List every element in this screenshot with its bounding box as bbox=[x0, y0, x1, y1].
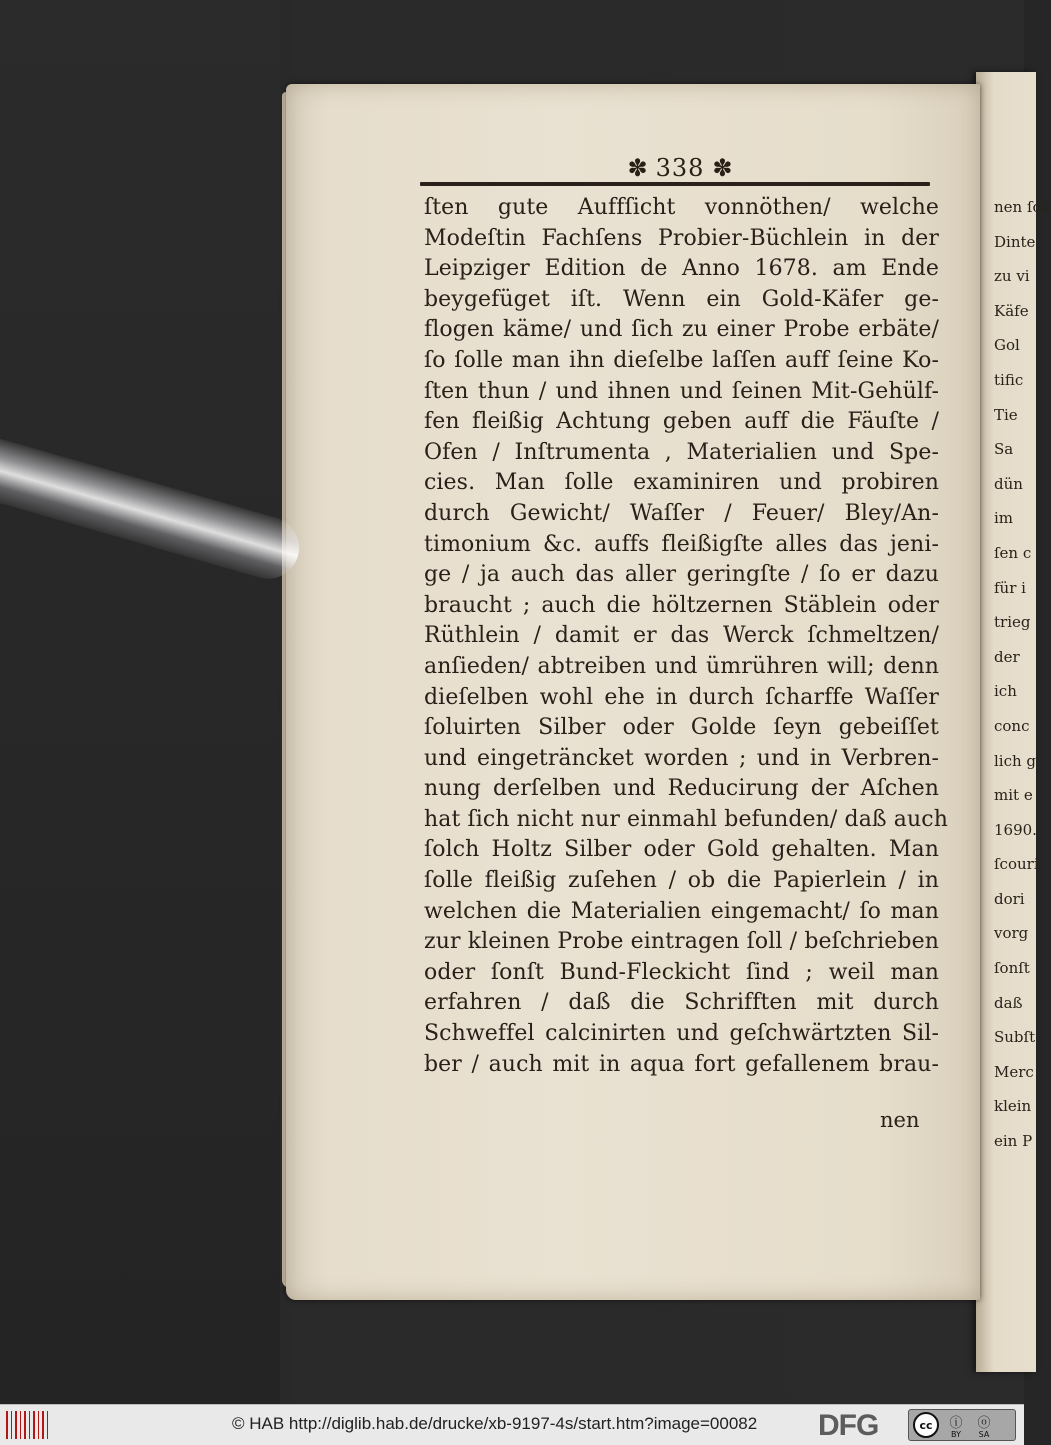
facing-text-fragment: klein bbox=[994, 1097, 1032, 1116]
facing-text-fragment: nen ſch bbox=[994, 198, 1051, 216]
text-line: anſieden/ abtreiben und ümrühren will; denn bbox=[424, 653, 939, 679]
facing-text-fragment: 1690. bbox=[994, 820, 1037, 839]
text-line: welchen die Materialien eingemacht/ ſo man bbox=[424, 898, 939, 924]
text-line: fen fleißig Achtung geben auff die Fäuſte / bbox=[424, 409, 939, 435]
facing-text-fragment: ſcouri bbox=[994, 855, 1039, 874]
facing-text-fragment: dori bbox=[994, 889, 1025, 908]
text-line: durch Gewicht/ Waſſer / Feuer/ Bley/An- bbox=[424, 500, 939, 526]
sa-icon bbox=[973, 1412, 995, 1439]
text-line: braucht ; auch die höltzernen Stäblein oder bbox=[424, 592, 939, 618]
text-line: nung derſelben und Reducirung der Aſchen bbox=[424, 776, 939, 802]
facing-text-fragment: daß bbox=[994, 993, 1023, 1012]
page-header bbox=[600, 150, 760, 186]
facing-text-fragment: mit e bbox=[994, 786, 1033, 805]
facing-text-fragment: Tie bbox=[994, 405, 1018, 424]
by-icon bbox=[945, 1412, 967, 1439]
facing-text-fragment: tific bbox=[994, 370, 1024, 389]
facing-text-fragment: für i bbox=[994, 578, 1026, 597]
text-line: ſten thun / und ihnen und ſeinen Mit-Gehülf- bbox=[424, 378, 939, 404]
facing-text-fragment: Gol bbox=[994, 336, 1020, 355]
copyright-link[interactable]: © HAB http://diglib.hab.de/drucke/xb-9197-4s/start.htm?image=00082 bbox=[232, 1414, 758, 1433]
facing-text-fragment: conc bbox=[994, 716, 1030, 735]
dfg-logo[interactable]: DFG bbox=[818, 1409, 879, 1442]
facing-text-fragment: Sa bbox=[994, 440, 1014, 459]
facing-text-fragment: ſen c bbox=[994, 543, 1032, 562]
facing-text-fragment: dün bbox=[994, 474, 1023, 493]
text-line: ſoluirten Silber oder Golde ſeyn gebeiſſet bbox=[424, 715, 939, 741]
cc-icon: cc bbox=[913, 1412, 939, 1438]
text-line: dieſelben wohl ehe in durch ſcharffe Waſſer bbox=[424, 684, 939, 710]
facing-page bbox=[976, 72, 1051, 1372]
flower-ornament-icon: ✽ bbox=[627, 154, 648, 182]
facing-text-fragment: ſonſt bbox=[994, 959, 1030, 978]
text-line: cies. Man ſolle examiniren und probiren bbox=[424, 470, 939, 496]
creative-commons-badge[interactable] bbox=[908, 1409, 1016, 1441]
viewer-footer bbox=[0, 1404, 1024, 1445]
text-line: erfahren / daß die Schrifften mit durch bbox=[424, 990, 939, 1016]
text-line: ber / auch mit in aqua fort gefallenem brau- bbox=[424, 1051, 939, 1077]
text-line: beygefüget iſt. Wenn ein Gold-Käfer ge- bbox=[424, 286, 939, 312]
facing-text-fragment: Subſt bbox=[994, 1028, 1036, 1047]
text-line: Ofen / Inſtrumenta , Materialien und Spe- bbox=[424, 439, 939, 465]
by-label: BY bbox=[951, 1429, 961, 1439]
facing-text-fragment: lich g bbox=[994, 751, 1037, 770]
barcode-logo-icon bbox=[6, 1411, 50, 1439]
text-line: ſolle fleißig zuſehen / ob die Papierlein / in bbox=[424, 868, 939, 894]
text-line: und eingeträncket worden ; und in Verbren- bbox=[424, 745, 939, 771]
facing-text-fragment: vorg bbox=[994, 924, 1029, 943]
text-line: Leipziger Edition de Anno 1678. am Ende bbox=[424, 256, 939, 282]
text-line: timonium &c. auffs fleißigſte alles das jeni- bbox=[424, 531, 939, 557]
facing-text-fragment: ich bbox=[994, 682, 1017, 701]
body-text bbox=[424, 193, 948, 1080]
flower-ornament-icon: ✽ bbox=[712, 154, 733, 182]
text-line: zur kleinen Probe eintragen ſoll / beſchrieben bbox=[424, 929, 939, 955]
catchword: nen bbox=[880, 1108, 920, 1132]
facing-text-fragment: im bbox=[994, 509, 1014, 528]
facing-text-fragment: der bbox=[994, 647, 1020, 666]
facing-text-fragment: Käfe bbox=[994, 301, 1029, 320]
facing-text-fragment: ein P bbox=[994, 1132, 1033, 1151]
page-number: 338 bbox=[655, 154, 705, 182]
text-line: ge / ja auch das aller geringſte / ſo er dazu bbox=[424, 562, 939, 588]
text-line: ſten gute Auffſicht vonnöthen/ welche bbox=[424, 195, 939, 220]
facing-text-fragment: trieg bbox=[994, 613, 1031, 632]
text-line: oder ſonſt Bund-Fleckicht ſind ; weil man bbox=[424, 959, 939, 985]
sa-label: SA bbox=[978, 1429, 990, 1439]
facing-page-text bbox=[976, 190, 1051, 1159]
by-symbol: ⓘ bbox=[949, 1415, 963, 1431]
facing-text-fragment: Dinte bbox=[994, 232, 1036, 251]
text-line: ſolch Holtz Silber oder Gold gehalten. Man bbox=[424, 837, 939, 863]
text-line: Rüthlein / damit er das Werck ſchmeltzen/ bbox=[424, 623, 939, 649]
text-line: flogen käme/ und ſich zu einer Probe erbäte/ bbox=[424, 317, 939, 343]
text-line: Modeſtin Fachſens Probier-Büchlein in der bbox=[424, 225, 939, 251]
text-line: hat ſich nicht nur einmahl befunden/ daß auch bbox=[424, 806, 948, 832]
sa-symbol: ⓞ bbox=[977, 1415, 991, 1431]
dark-backboard bbox=[0, 0, 280, 1404]
text-line: Schweffel calcinirten und geſchwärtzten Sil- bbox=[424, 1021, 939, 1047]
facing-text-fragment: Merc bbox=[994, 1062, 1034, 1081]
facing-text-fragment: zu vi bbox=[994, 267, 1030, 286]
text-line: ſo ſolle man ihn dieſelbe laſſen auff ſeine Ko- bbox=[424, 347, 939, 373]
header-rule bbox=[420, 182, 930, 186]
